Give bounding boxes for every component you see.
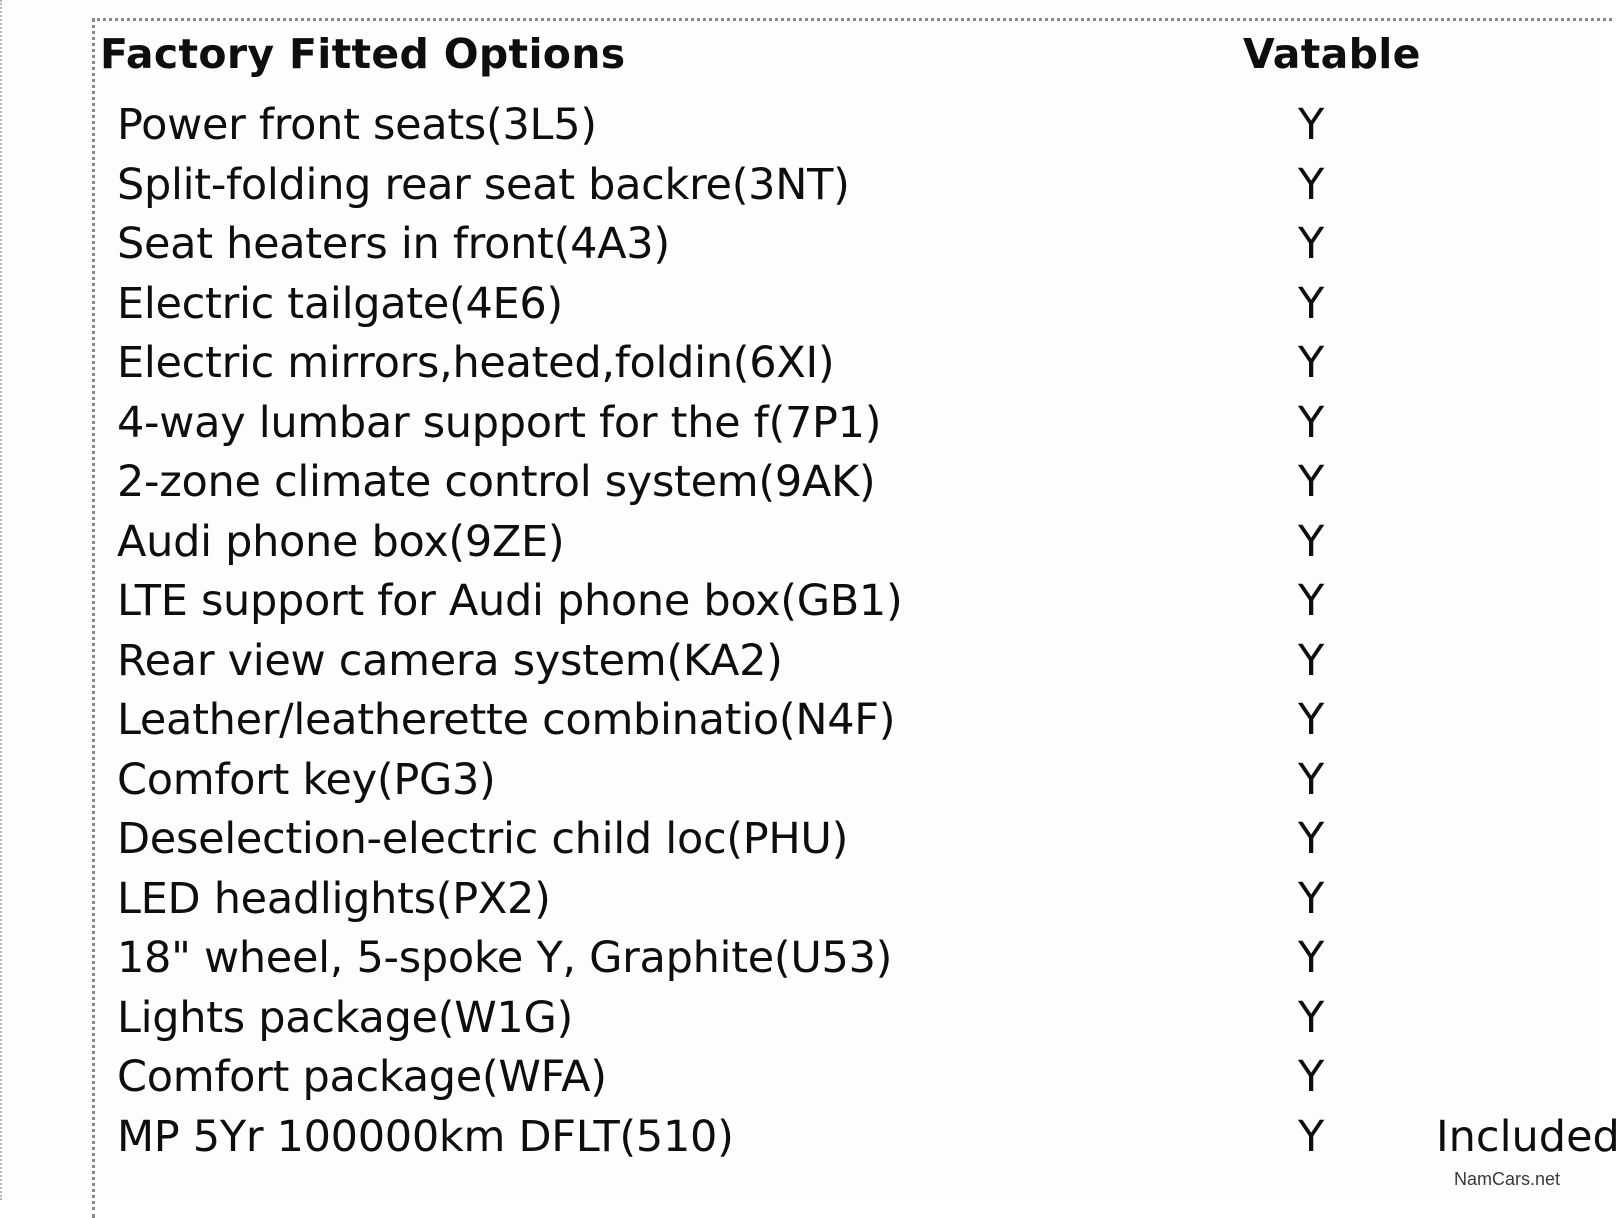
vatable-flag: Y: [1298, 159, 1325, 210]
option-name: 2-zone climate control system(9AK): [117, 457, 876, 507]
table-row: [0, 334, 1600, 394]
vatable-flag: Y: [1298, 219, 1325, 269]
vatable-flag: Y: [1298, 873, 1325, 924]
table-row: [0, 453, 1600, 513]
table-row: [0, 870, 1600, 930]
vatable-flag: Y: [1298, 457, 1325, 507]
vatable-flag: Y: [1298, 1052, 1325, 1102]
table-row: [0, 96, 1600, 156]
vatable-flag: Y: [1298, 814, 1325, 864]
vatable-flag: Y: [1298, 576, 1325, 626]
option-name: Electric mirrors,heated,foldin(6XI): [117, 338, 835, 388]
vatable-flag: Y: [1298, 992, 1325, 1043]
vatable-flag: Y: [1298, 1111, 1325, 1162]
option-name: LED headlights(PX2): [117, 873, 551, 924]
table-row: [0, 275, 1600, 335]
options-list: [0, 96, 1620, 1167]
vatable-flag: Y: [1298, 397, 1325, 448]
option-name: 18" wheel, 5-spoke Y, Graphite(U53): [117, 933, 893, 983]
table-row: [0, 691, 1600, 751]
table-row: [0, 632, 1600, 692]
vatable-flag: Y: [1298, 338, 1325, 388]
option-name: Comfort key(PG3): [117, 754, 496, 805]
table-row: [0, 929, 1600, 989]
option-name: Electric tailgate(4E6): [117, 278, 563, 329]
option-name: Seat heaters in front(4A3): [117, 219, 670, 269]
option-name: Leather/leatherette combinatio(N4F): [117, 695, 896, 745]
table-row: [0, 215, 1600, 275]
table-row: [0, 156, 1600, 216]
option-name: Lights package(W1G): [117, 992, 573, 1043]
vatable-flag: Y: [1298, 754, 1325, 805]
option-name: Deselection-electric child loc(PHU): [117, 814, 849, 864]
vatable-flag: Y: [1298, 100, 1325, 150]
vatable-column-heading: Vatable: [1243, 30, 1421, 78]
option-name: Audi phone box(9ZE): [117, 516, 565, 567]
vatable-flag: Y: [1298, 635, 1325, 686]
vatable-flag: Y: [1298, 278, 1325, 329]
option-name: Power front seats(3L5): [117, 100, 597, 150]
table-row: [0, 751, 1600, 811]
options-column-heading: Factory Fitted Options: [100, 30, 626, 78]
vatable-flag: Y: [1298, 933, 1325, 983]
option-name: MP 5Yr 100000km DFLT(510): [117, 1111, 734, 1162]
table-row: [0, 1108, 1620, 1168]
table-row: [0, 810, 1600, 870]
option-name: Split-folding rear seat backre(3NT): [117, 159, 850, 210]
vatable-flag: Y: [1298, 516, 1325, 567]
option-name: 4-way lumbar support for the f(7P1): [117, 397, 882, 448]
table-row: [0, 572, 1600, 632]
price-note: Included: [1436, 1111, 1620, 1162]
table-row: [0, 989, 1600, 1049]
option-name: Rear view camera system(KA2): [117, 635, 783, 686]
table-row: [0, 394, 1600, 454]
option-name: Comfort package(WFA): [117, 1052, 607, 1102]
vatable-flag: Y: [1298, 695, 1325, 745]
table-row: [0, 1048, 1600, 1108]
watermark: NamCars.net: [1453, 1169, 1560, 1189]
option-name: LTE support for Audi phone box(GB1): [117, 576, 903, 626]
table-row: [0, 513, 1600, 573]
